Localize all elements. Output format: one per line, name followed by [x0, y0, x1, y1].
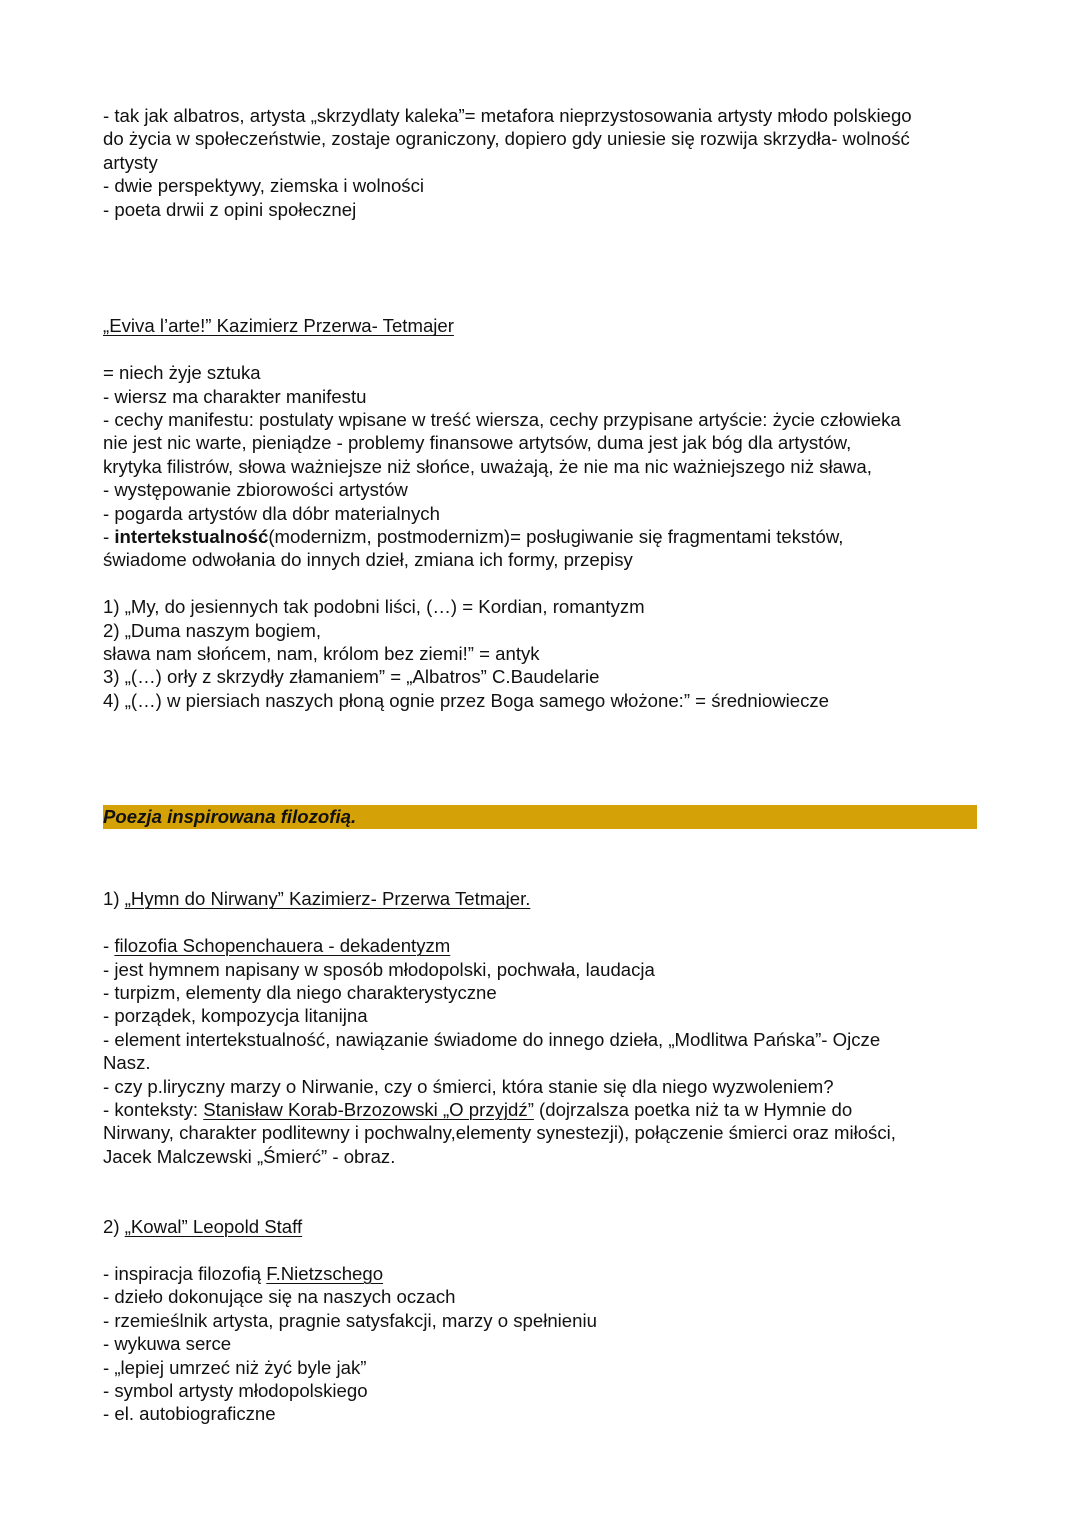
context-line	[103, 1098, 983, 1121]
text-line: do życia w społeczeństwie, zostaje ograniczony, dopiero gdy uniesie się rozwija skrzydła- wolność	[103, 128, 910, 150]
text-line: - porządek, kompozycja litanijna	[103, 1005, 368, 1027]
text-line: = niech żyje sztuka	[103, 362, 261, 384]
text-line: - poeta drwii z opini społecznej	[103, 198, 357, 220]
text-line: nie jest nic warte, pieniądze - problemy finansowe artytsów, duma jest jak bóg dla artystów,	[103, 432, 852, 454]
text-line: artysty	[103, 151, 158, 173]
text-line: - symbol artysty młodopolskiego	[103, 1379, 368, 1401]
spacer	[103, 1239, 983, 1262]
quote-line: 4) „(…) w piersiach naszych płoną ognie przez Boga samego włożone:” = średniowiecze	[103, 689, 830, 711]
spacer	[103, 572, 983, 595]
intertext-line	[103, 525, 983, 548]
text-line: - czy p.liryczny marzy o Nirwanie, czy o śmierci, która stanie się dla niego wyzwoleniem?	[103, 1075, 834, 1097]
text-line: - cechy manifestu: postulaty wpisane w treść wiersza, cechy przypisane artyście: życie człowieka	[103, 409, 901, 431]
kowal-section	[103, 1215, 983, 1426]
text-line: - pogarda artystów dla dóbr materialnych	[103, 502, 440, 524]
context-link: Stanisław Korab-Brzozowski „O przyjdź”	[203, 1098, 534, 1120]
text-line: - dwie perspektywy, ziemska i wolności	[103, 175, 425, 197]
eviva-section	[103, 314, 983, 712]
spacer	[103, 829, 983, 887]
spacer	[103, 338, 983, 361]
hymn-number: 1)	[103, 888, 125, 910]
spacer	[103, 291, 983, 314]
quote-line: 2) „Duma naszym bogiem,	[103, 619, 322, 641]
document-page	[103, 104, 983, 1426]
hymn-title: „Hymn do Nirwany” Kazimierz- Przerwa Tetmajer.	[124, 888, 531, 910]
spacer	[103, 221, 983, 291]
inspiration-line	[103, 1262, 983, 1285]
text-line: Nirwany, charakter podlitewny i pochwalny,elementy synestezji), połączenie śmierci oraz miłości,	[103, 1122, 896, 1144]
albatros-notes	[103, 104, 983, 221]
text-line: Nasz.	[103, 1052, 151, 1074]
kowal-heading	[103, 1215, 983, 1238]
quote-line: 3) „(…) orły z skrzydły złamaniem” = „Albatros” C.Baudelarie	[103, 666, 600, 688]
context-rest: (dojrzalsza poetka niż ta w Hymnie do	[533, 1098, 853, 1120]
section-banner	[103, 805, 977, 829]
text-line: - jest hymnem napisany w sposób młodopolski, pochwała, laudacja	[103, 958, 655, 980]
text-line: - występowanie zbiorowości artystów	[103, 479, 408, 501]
kowal-number: 2)	[103, 1216, 125, 1238]
text-line: krytyka filistrów, słowa ważniejsze niż słońce, uważają, że nie ma nic ważniejszego niż sława,	[103, 455, 872, 477]
spacer	[103, 712, 983, 805]
intertext-term: intertekstualność	[114, 526, 269, 548]
text-line: świadome odwołania do innych dzieł, zmiana ich formy, przepisy	[103, 549, 633, 571]
text-line: - tak jak albatros, artysta „skrzydlaty kaleka”= metafora nieprzystosowania artysty młodo polskiego	[103, 105, 912, 126]
philosophy-link: filozofia Schopenchauera - dekadentyzm	[114, 935, 451, 957]
philosophy-prefix: -	[103, 935, 115, 957]
hymn-section	[103, 887, 983, 1168]
spacer	[103, 1168, 983, 1215]
inspiration-prefix: - inspiracja filozofią	[103, 1262, 267, 1284]
eviva-title: „Eviva l’arte!” Kazimierz Przerwa- Tetmajer	[103, 315, 454, 337]
text-line: - rzemieślnik artysta, pragnie satysfakcji, marzy o spełnieniu	[103, 1309, 597, 1331]
text-line: - „lepiej umrzeć niż żyć byle jak”	[103, 1356, 367, 1378]
text-line: - el. autobiograficzne	[103, 1403, 276, 1425]
text-line: - turpizm, elementy dla niego charakterystyczne	[103, 981, 497, 1003]
context-prefix: - konteksty:	[103, 1098, 204, 1120]
quote-line: 1) „My, do jesiennych tak podobni liści, (…) = Kordian, romantyzm	[103, 596, 645, 618]
text-line: Jacek Malczewski „Śmierć” - obraz.	[103, 1145, 396, 1167]
text-line: - wykuwa serce	[103, 1333, 232, 1355]
spacer	[103, 911, 983, 934]
inspiration-link: F.Nietzschego	[266, 1262, 384, 1284]
quote-line: sława nam słońcem, nam, królom bez ziemi!” = antyk	[103, 643, 540, 665]
text-line: - wiersz ma charakter manifestu	[103, 385, 367, 407]
text-line: - dzieło dokonujące się na naszych oczach	[103, 1286, 456, 1308]
text-line: - element intertekstualność, nawiązanie świadome do innego dzieła, „Modlitwa Pańska”- Ojcze	[103, 1028, 881, 1050]
kowal-title: „Kowal” Leopold Staff	[124, 1216, 303, 1238]
intertext-rest: (modernizm, postmodernizm)= posługiwanie się fragmentami tekstów,	[268, 526, 844, 548]
banner-text: Poezja inspirowana filozofią.	[103, 806, 357, 828]
philosophy-line	[103, 934, 983, 957]
hymn-heading	[103, 887, 983, 910]
intertext-prefix: -	[103, 526, 115, 548]
